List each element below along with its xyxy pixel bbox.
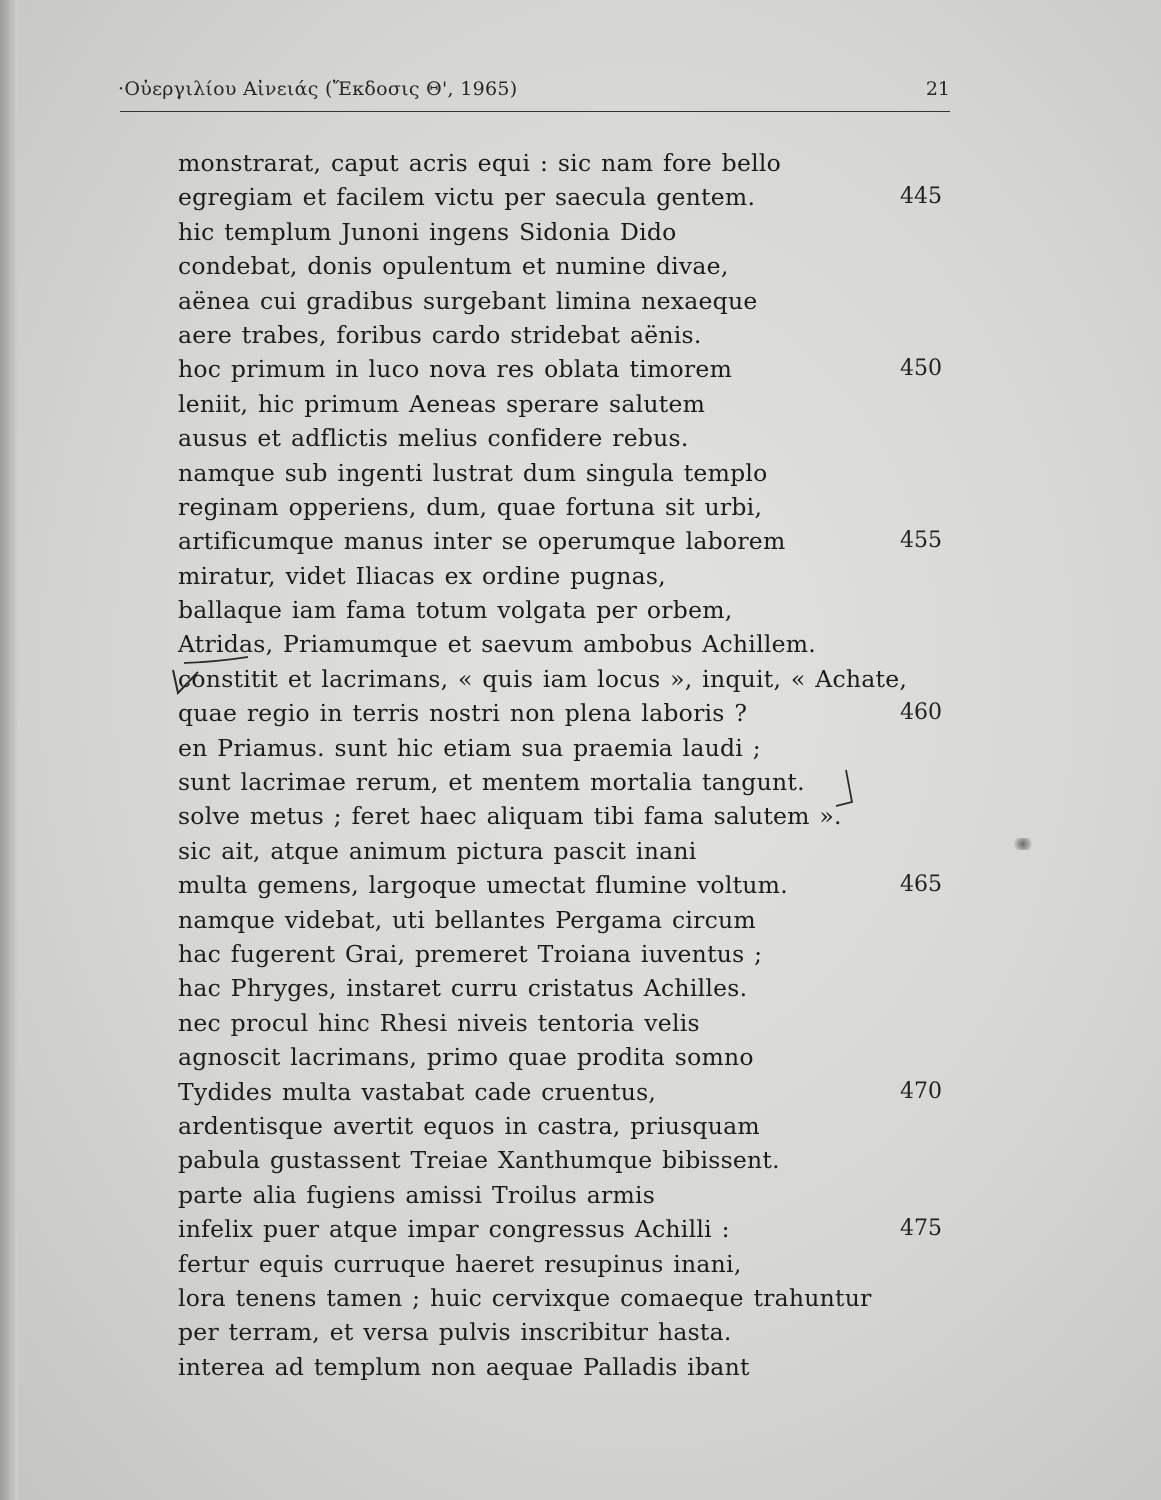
verse-text: interea ad templum non aequae Palladis ibant xyxy=(178,1352,750,1381)
verse-line xyxy=(178,490,958,524)
verse-line xyxy=(178,1006,958,1040)
verse-text: sic ait, atque animum pictura pascit inani xyxy=(178,836,697,865)
verse-text: Tydides multa vastabat cade cruentus, xyxy=(178,1077,657,1106)
verse-line xyxy=(178,524,958,558)
verse-text: quae regio in terris nostri non plena laboris ? xyxy=(178,699,748,728)
verse-number: 460 xyxy=(900,700,942,726)
verse-line xyxy=(178,559,958,593)
verse-line xyxy=(178,352,958,386)
verse-number: 465 xyxy=(900,872,942,898)
verse-line xyxy=(178,1212,958,1246)
verse-line xyxy=(178,627,958,661)
verse-text: hic templum Junoni ingens Sidonia Dido xyxy=(178,217,677,246)
verse-line xyxy=(178,1315,958,1349)
verse-text: reginam opperiens, dum, quae fortuna sit urbi, xyxy=(178,492,763,521)
verse-text: infelix puer atque impar congressus Achilli : xyxy=(178,1215,730,1244)
verse-number: 450 xyxy=(900,356,942,382)
verse-line xyxy=(178,834,958,868)
page-edge-shadow xyxy=(0,0,18,1500)
verse-text: multa gemens, largoque umectat flumine voltum. xyxy=(178,871,788,900)
verse-number: 445 xyxy=(900,184,942,210)
verse-text: ausus et adflictis melius confidere rebus. xyxy=(178,424,689,453)
verse-line xyxy=(178,146,958,180)
verse-line xyxy=(178,593,958,627)
verse-line xyxy=(178,215,958,249)
verse-line xyxy=(178,180,958,214)
verse-line xyxy=(178,387,958,421)
verse-text: parte alia fugiens amissi Troilus armis xyxy=(178,1180,656,1209)
verse-line xyxy=(178,868,958,902)
verse-line xyxy=(178,1350,958,1384)
verse-text: hac fugerent Grai, premeret Troiana iuventus ; xyxy=(178,939,763,968)
verse-list xyxy=(178,146,958,1384)
header-rule xyxy=(120,111,950,112)
verse-text: sunt lacrimae rerum, et mentem mortalia tangunt. xyxy=(178,768,805,797)
verse-text: nec procul hinc Rhesi niveis tentoria velis xyxy=(178,1008,700,1037)
verse-line xyxy=(178,1178,958,1212)
verse-text: leniit, hic primum Aeneas sperare salutem xyxy=(178,389,706,418)
verse-line xyxy=(178,1281,958,1315)
verse-text: solve metus ; feret haec aliquam tibi fama salutem ». xyxy=(178,802,842,831)
verse-line xyxy=(178,1040,958,1074)
verse-text: monstrarat, caput acris equi : sic nam fore bello xyxy=(178,149,782,177)
verse-text: en Priamus. sunt hic etiam sua praemia laudi ; xyxy=(178,733,761,762)
verse-line xyxy=(178,249,958,283)
verse-number: 470 xyxy=(900,1078,942,1104)
verse-text: agnoscit lacrimans, primo quae prodita somno xyxy=(178,1043,754,1072)
verse-text: pabula gustassent Treiae Xanthumque bibissent. xyxy=(178,1146,780,1175)
verse-line xyxy=(178,456,958,490)
verse-text: namque videbat, uti bellantes Pergama circum xyxy=(178,905,756,934)
page-number: 21 xyxy=(925,78,950,100)
verse-line xyxy=(178,1075,958,1109)
verse-number: 475 xyxy=(900,1216,942,1242)
verse-text: lora tenens tamen ; huic cervixque comaeque trahuntur xyxy=(178,1283,872,1312)
verse-text: fertur equis curruque haeret resupinus inani, xyxy=(178,1249,742,1278)
verse-text: constitit et lacrimans, « quis iam locus », inquit, « Achate, xyxy=(178,664,908,693)
verse-line xyxy=(178,1143,958,1177)
verse-line xyxy=(178,662,958,696)
verse-text: aere trabes, foribus cardo stridebat aënis. xyxy=(178,320,702,349)
verse-text: Atridas, Priamumque et saevum ambobus Achillem. xyxy=(178,630,817,659)
verse-line xyxy=(178,696,958,730)
verse-text: aënea cui gradibus surgebant limina nexaeque xyxy=(178,286,758,315)
verse-line xyxy=(178,971,958,1005)
verse-line xyxy=(178,318,958,352)
verse-text: per terram, et versa pulvis inscribitur hasta. xyxy=(178,1318,732,1347)
verse-text: miratur, videt Iliacas ex ordine pugnas, xyxy=(178,561,666,590)
verse-line xyxy=(178,799,958,833)
verse-line xyxy=(178,765,958,799)
verse-text: artificumque manus inter se operumque laborem xyxy=(178,527,786,556)
paper-speck xyxy=(1012,838,1034,850)
verse-line xyxy=(178,421,958,455)
verse-text: hoc primum in luco nova res oblata timorem xyxy=(178,355,733,384)
verse-number: 455 xyxy=(900,528,942,554)
verse-text: egregiam et facilem victu per saecula gentem. xyxy=(178,183,756,212)
running-title: ·Οὐεργιλίου Αἰνειάς (Ἔκδοσις Θ', 1965) xyxy=(118,78,518,100)
page-header xyxy=(118,78,952,108)
verse-line xyxy=(178,937,958,971)
verse-line xyxy=(178,1109,958,1143)
verse-line xyxy=(178,903,958,937)
verse-text: ballaque iam fama totum volgata per orbem, xyxy=(178,596,733,625)
verse-text: namque sub ingenti lustrat dum singula templo xyxy=(178,458,768,487)
verse-text: condebat, donis opulentum et numine divae, xyxy=(178,252,729,281)
verse-text: ardentisque avertit equos in castra, priusquam xyxy=(178,1111,760,1140)
verse-text: hac Phryges, instaret curru cristatus Achilles. xyxy=(178,974,748,1003)
verse-line xyxy=(178,1247,958,1281)
verse-line xyxy=(178,731,958,765)
verse-line xyxy=(178,284,958,318)
